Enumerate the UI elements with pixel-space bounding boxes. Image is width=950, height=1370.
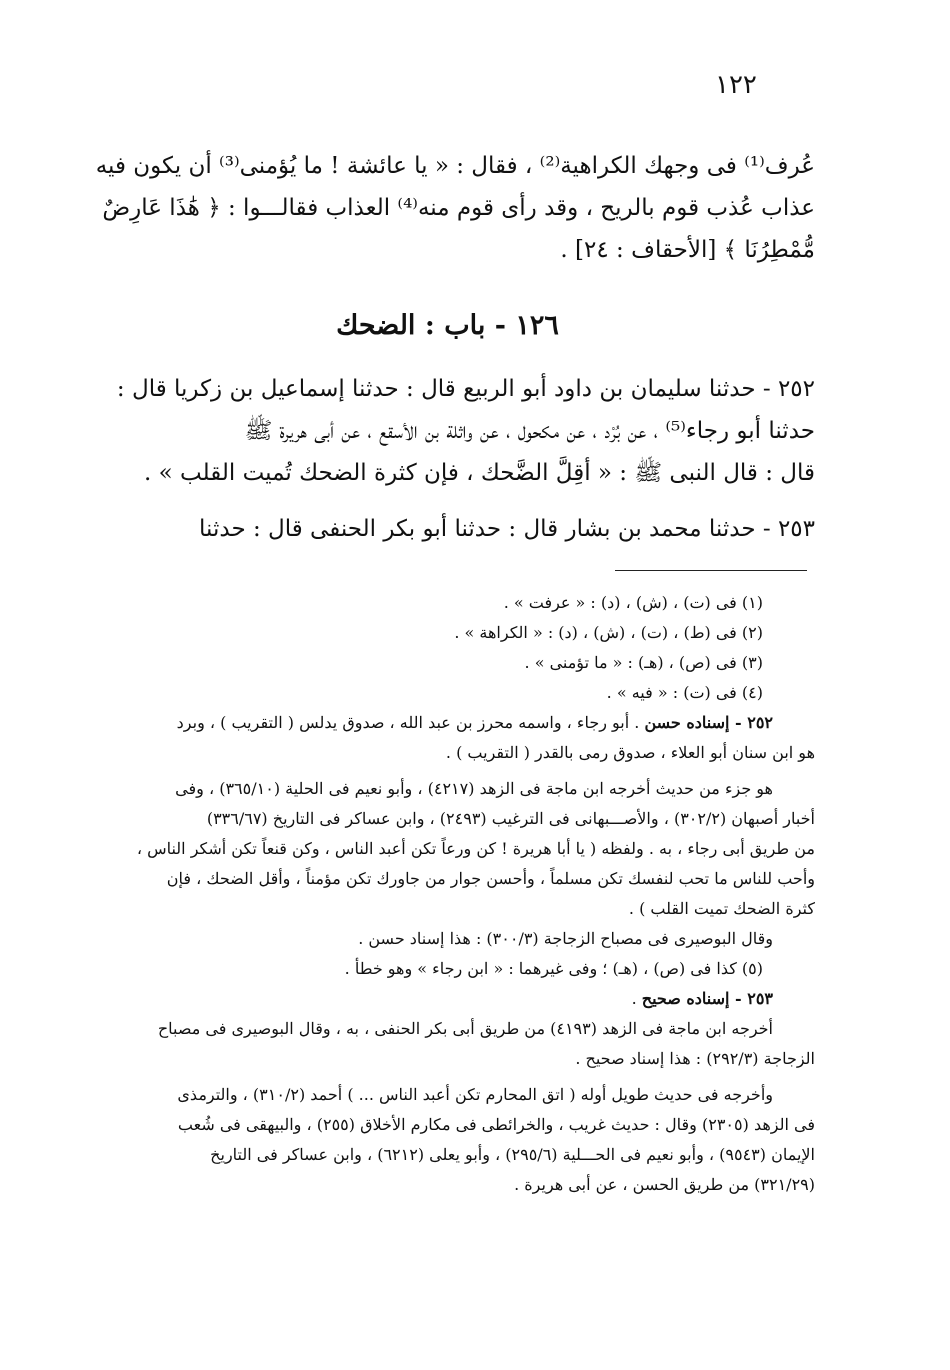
commentary-252-line: هو جزء من حديث أخرجه ابن ماجة فى الزهد (٤٢١٧) ، وأبو نعيم فى الحلية (٣٦٥/١٠) ، وفى bbox=[175, 779, 773, 798]
intro-line: عُرف⁽¹⁾ فى وجهك الكراهية⁽²⁾ ، فقال : « يا عائشة ! ما يُؤمنى⁽³⁾ أن يكون فيه bbox=[95, 153, 815, 179]
commentary-252-line: من طريق أبى رجاء ، به . ولفظه ( يا أبا هريرة ! كن ورعاً تكن أعبد الناس ، وكن قنعاً تكن أشكر الناس ، bbox=[136, 839, 815, 858]
hadith-line: ٢٥٣ - حدثنا محمد بن بشار قال : حدثنا أبو بكر الحنفى قال : حدثنا bbox=[199, 516, 815, 542]
hadith-line: حدثنا أبو رجاء⁽⁵⁾ ، عن بُرْد ، عن مكحول ، عن واثلة بن الأسقع ، عن أبى هريرة ﷺ bbox=[244, 418, 815, 444]
footnote-5: (٥) كذا فى (ص) ، (هـ) ؛ وفى غيرهما : « ابن رجاء » وهو خطأ . bbox=[344, 959, 763, 978]
commentary-252-text: . أبو رجاء ، واسمه محرز بن عبد الله ، صدوق يدلس ( التقريب ) ، وبرد bbox=[176, 713, 645, 732]
commentary-253-grade: ٢٥٣ - إسناده صحيح bbox=[641, 989, 773, 1008]
commentary-253-line: وأخرجه فى حديث طويل أوله ( اتق المحارم تكن أعبد الناس ... ) أحمد (٣١٠/٢) ، والترمذى bbox=[177, 1085, 773, 1104]
page-number: ١٢٢ bbox=[715, 70, 757, 100]
commentary-252-line: وأحب للناس ما تحب لنفسك تكن مسلماً ، وأحسن جوار من جاورك تكن مؤمناً ، وأقل الضحك ، فإن bbox=[166, 869, 815, 888]
commentary-253-line: الإيمان (٩٥٤٣) ، وأبو نعيم فى الحـــلية (٢٩٥/٦) ، وأبو يعلى (٦٢١٢) ، وابن عساكر فى التاريخ bbox=[210, 1145, 815, 1164]
commentary-252-line: أخبار أصبهان (٣٠٢/٢) ، والأصـــبهانى فى الترغيب (٢٤٩٣) ، وابن عساكر فى التاريخ (٣٣٦/٦٧) bbox=[206, 809, 815, 828]
commentary-252-grade: ٢٥٢ - إسناده حسن bbox=[644, 713, 773, 732]
commentary-252-line: وقال البوصيرى فى مصباح الزجاجة (٣٠٠/٣) : هذا إسناد حسن . bbox=[358, 929, 773, 948]
footnote-4: (٤) فى (ت) : « فيه » . bbox=[606, 683, 763, 702]
footnote-1: (١) فى (ت) ، (ش) ، (د) : « عرفت » . bbox=[503, 593, 763, 612]
commentary-253-heading bbox=[80, 984, 815, 1014]
commentary-253-line: (٣٢١/٢٩) من طريق الحسن ، عن أبى هريرة . bbox=[514, 1175, 815, 1194]
commentary-253-grade-end: . bbox=[631, 989, 642, 1008]
intro-line: مُّمْطِرُنَا ﴾ [الأحقاف : ٢٤] . bbox=[560, 237, 815, 263]
commentary-252-line: كثرة الضحك تميت القلب ) . bbox=[628, 899, 815, 918]
footnote-3: (٣) فى (ص) ، (هـ) : « ما تؤمنى » . bbox=[524, 653, 763, 672]
intro-line: عذاب عُذب قوم بالريح ، وقد رأى قوم منه⁽⁴⁾ العذاب فقالـــوا : ﴿ هَٰذَا عَارِضٌ bbox=[102, 195, 815, 221]
hadith-252 bbox=[80, 368, 815, 494]
hadith-line: قال : قال النبى ﷺ : « أقِلَّ الضَّحك ، فإن كثرة الضحك تُميت القلب » . bbox=[144, 460, 815, 486]
hadith-line: ٢٥٢ - حدثنا سليمان بن داود أبو الربيع قال : حدثنا إسماعيل بن زكريا قال : bbox=[116, 376, 815, 402]
footnote-2: (٢) فى (ط) ، (ت) ، (ش) ، (د) : « الكراهة » . bbox=[454, 623, 763, 642]
hadith-253 bbox=[80, 508, 815, 550]
intro-paragraph bbox=[80, 145, 815, 271]
footnote-separator bbox=[615, 570, 807, 571]
commentary-252-line: هو ابن سنان أبو العلاء ، صدوق رمى بالقدر ( التقريب ) . bbox=[445, 743, 815, 762]
commentary-253-line: فى الزهد (٢٣٠٥) وقال : حديث غريب ، والخرائطى فى مكارم الأخلاق (٢٥٥) ، والبيهقى فى شُعب bbox=[177, 1115, 815, 1134]
commentary-253-line: أخرجه ابن ماجة فى الزهد (٤١٩٣) من طريق أبى بكر الحنفى ، به ، وقال البوصيرى فى مصباح bbox=[157, 1019, 773, 1038]
commentary-253-line: الزجاجة (٢٩٢/٣) : هذا إسناد صحيح . bbox=[575, 1049, 815, 1068]
section-heading: ١٢٦ - باب : الضحك bbox=[336, 310, 559, 341]
commentary-252-line bbox=[80, 708, 815, 738]
footnotes bbox=[80, 588, 815, 1200]
